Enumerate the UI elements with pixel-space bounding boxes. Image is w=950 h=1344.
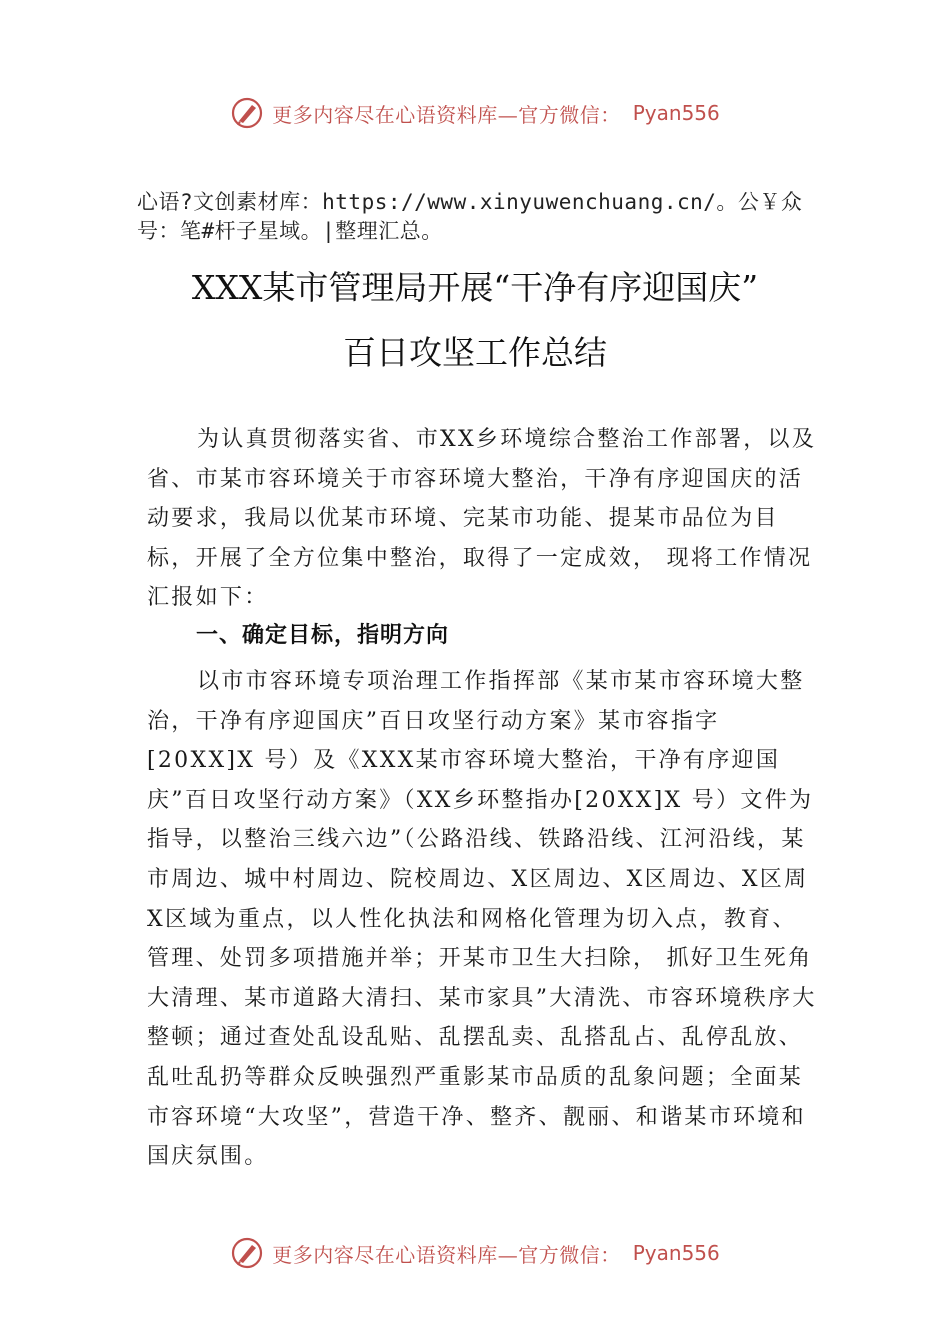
section-1-heading: 一、确定目标，指明方向 [196,623,450,648]
watermark-text: 更多内容尽在心语资料库—官方微信： [272,102,621,127]
document-title-line-1: XXX某市管理局开展“干净有序迎国庆” [191,268,759,307]
section-1-paragraph: 以市市容环境专项治理工作指挥部《某市某市容环境大整治，干净有序迎国庆”百日攻坚行动方案》某市容指字[20XX]X 号）及《XXX某市容环境大整治，干净有序迎国庆”百日攻坚行动方案》（XX乡环整指办[20XX]X 号）文件为指导，以整治三线六边”（公路沿线、铁路沿线、江河沿线，某市周边、城中村周边、院校周边、X区周边、X区周边、X区周X区域为重点，以人性化执法和网格化管理为切入点，教育、管理、处罚多项措施并举；开某市卫生大扫除， 抓好卫生死角大清理、某市道路大清扫、某市家具”大清洗、市容环境秩序大整顿；通过查处乱设乱贴、乱摆乱卖、乱搭乱占、乱停乱放、乱吐乱扔等群众反映强烈严重影某市品质的乱象问题；全面某市容环境“大攻坚”，营造干净、整齐、靓丽、和谐某市环境和国庆氛围。 [147,669,817,1170]
watermark-wechat-id: Pyan556 [632,1241,720,1265]
watermark-wechat-id: Pyan556 [632,101,720,125]
pen-logo-icon [230,1236,264,1270]
intro-paragraph: 为认真贯彻落实省、市XX乡环境综合整治工作部署，以及省、市某市容环境关于市容环境大整治，干净有序迎国庆的活动要求，我局以优某市环境、完某市功能、提某市品位为目标，开展了全方位集中整治，取得了一定成效， 现将工作情况汇报如下： [147,427,817,611]
watermark-text: 更多内容尽在心语资料库—官方微信： [272,1242,621,1267]
source-note: 心语?文创素材库：https://www.xinyuwenchuang.cn/。公￥众号：笔#杆子星域。|整理汇总。 [137,190,803,243]
footer-watermark [0,1236,950,1270]
pen-logo-icon [230,96,264,130]
document-title-line-2: 百日攻坚工作总结 [343,333,607,372]
header-watermark [0,96,950,130]
